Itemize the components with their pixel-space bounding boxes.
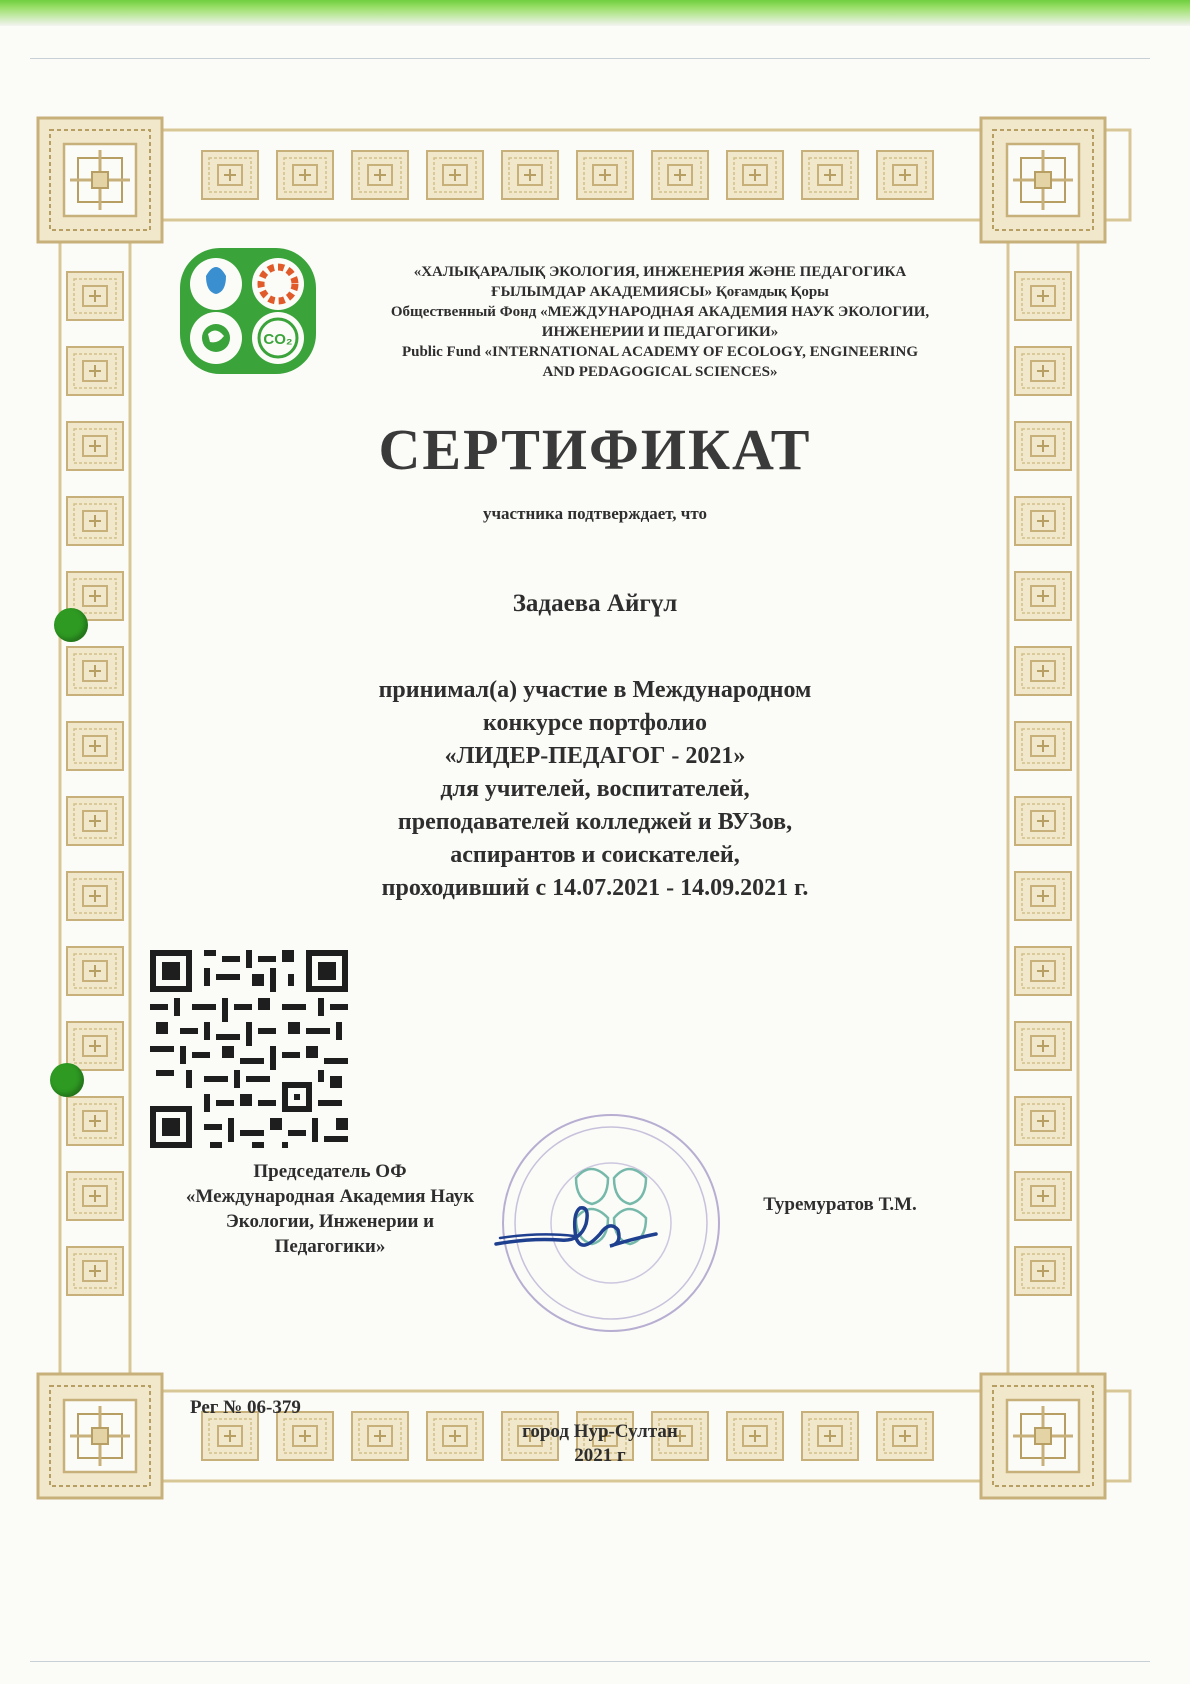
signatory-title-line: Председатель ОФ xyxy=(253,1161,407,1182)
body-line: «ЛИДЕР-ПЕДАГОГ - 2021» xyxy=(444,743,746,769)
header-line-kz-2: ҒЫЛЫМДАР АКАДЕМИЯСЫ» Қоғамдық Қоры xyxy=(491,284,829,300)
body-line: принимал(а) участие в Международном xyxy=(378,677,812,703)
organization-header xyxy=(320,262,1000,382)
header-line-ru-1: Общественный Фонд «МЕЖДУНАРОДНАЯ АКАДЕМИЯ НАУК ЭКОЛОГИИ, xyxy=(390,304,930,320)
body-line: конкурсе портфолио xyxy=(482,710,707,736)
body-line: для учителей, воспитателей, xyxy=(440,776,750,802)
recipient-name: Задаева Айгүл xyxy=(512,590,678,617)
body-line: аспирантов и соискателей, xyxy=(450,842,740,868)
body-line: проходивший с 14.07.2021 - 14.09.2021 г. xyxy=(381,875,809,901)
qr-code xyxy=(150,950,348,1148)
certificate-title: СЕРТИФИКАТ xyxy=(378,417,812,482)
certificate-subtitle: участника подтверждает, что xyxy=(482,504,708,523)
header-line-en-1: Public Fund «INTERNATIONAL ACADEMY OF ECOLOGY, ENGINEERING xyxy=(401,344,919,360)
certificate-body xyxy=(210,674,980,905)
signature xyxy=(490,1194,660,1264)
signatory-title-line: Экологии, Инженерии и xyxy=(225,1211,435,1232)
city: город Нур-Султан xyxy=(522,1421,678,1442)
certificate-page xyxy=(0,26,1190,1684)
registration-number: Рег № 06-379 xyxy=(190,1397,301,1418)
logo-co2-text: CO₂ xyxy=(263,331,293,348)
academy-logo xyxy=(178,246,318,376)
body-line: преподавателей колледжей и ВУЗов, xyxy=(397,809,793,835)
signatory-title-line: «Международная Академия Наук xyxy=(185,1186,475,1207)
footer-location xyxy=(480,1420,720,1468)
year: 2021 г xyxy=(574,1445,626,1466)
binder-hole xyxy=(54,608,88,642)
signatory-title xyxy=(150,1159,510,1259)
header-line-en-2: AND PEDAGOGICAL SCIENCES» xyxy=(542,364,778,380)
scan-top-green-strip xyxy=(0,0,1190,26)
binder-hole xyxy=(50,1063,84,1097)
signatory-name: Туремуратов Т.М. xyxy=(763,1194,917,1215)
header-line-ru-2: ИНЖЕНЕРИИ И ПЕДАГОГИКИ» xyxy=(541,324,779,340)
signatory-title-line: Педагогики» xyxy=(274,1236,386,1257)
header-line-kz-1: «ХАЛЫҚАРАЛЫҚ ЭКОЛОГИЯ, ИНЖЕНЕРИЯ ЖӘНЕ ПЕДАГОГИКА xyxy=(413,264,907,280)
